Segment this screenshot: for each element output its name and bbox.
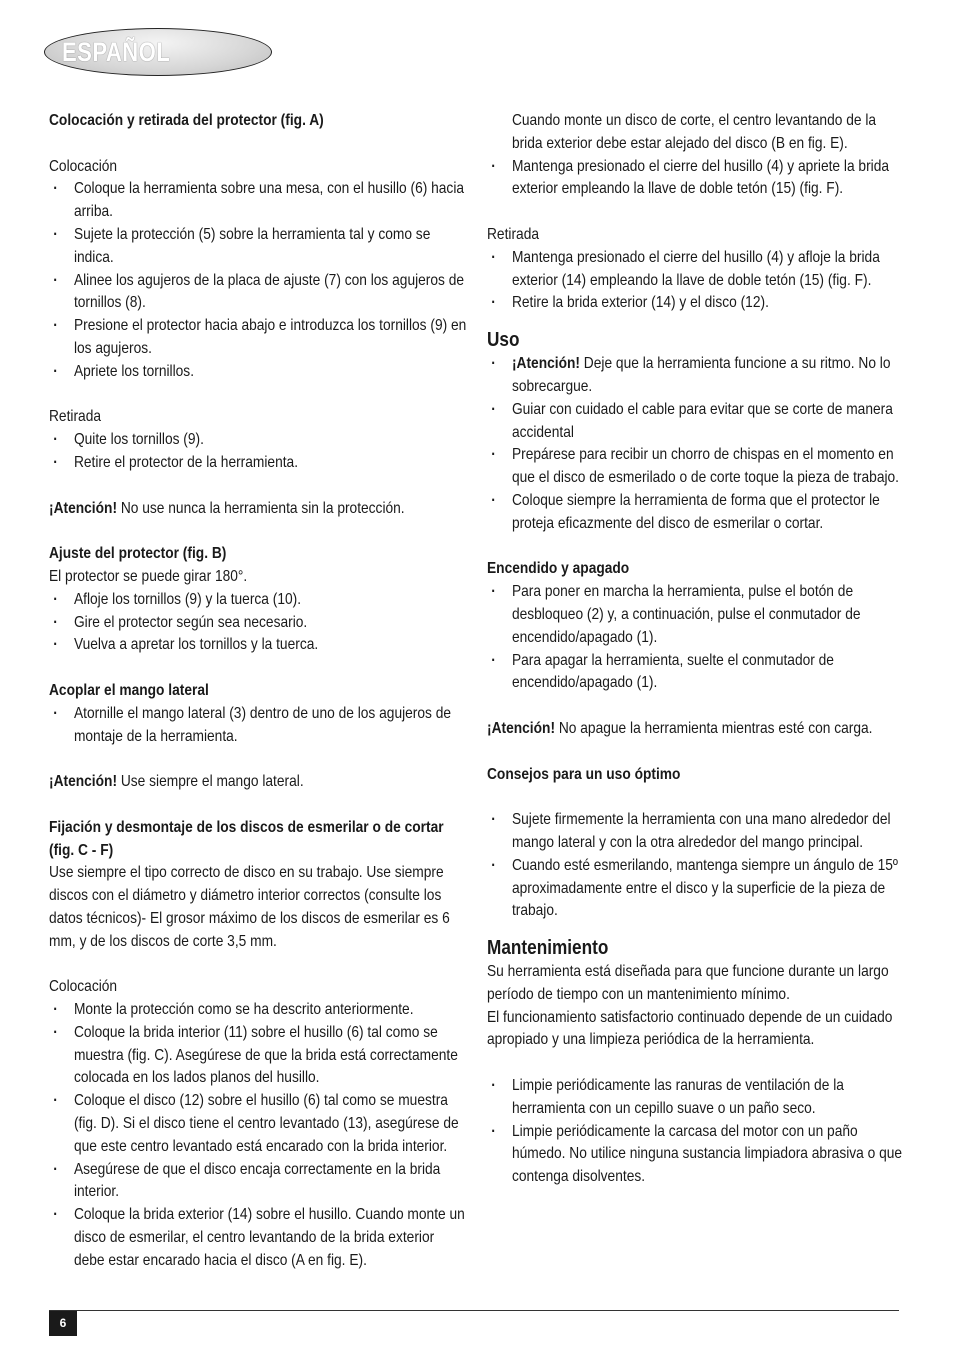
- list-item: [487, 353, 906, 399]
- continued-list: [487, 156, 906, 202]
- continued-text: Cuando monte un disco de corte, el centro levantando de la brida exterior debe estar alejado del disco (B en fig. E).: [511, 112, 877, 152]
- list-item: · Coloque la brida exterior (14) sobre el husillo. Cuando monte un disco de esmerilar, el centro levantando de la brida exterior debe estar encarado hacia el disco (A en fig. E).: [49, 1204, 468, 1272]
- section-title-discs: Fijación y desmontaje de los discos de esmerilar o de cortar (fig. C - F): [49, 818, 444, 859]
- list-item: · Coloque el disco (12) sobre el husillo (6) tal como se muestra (fig. D). Si el disco tiene el centro levantado (13), asegúrese de que este centro levantado está encarado con la brida interior.: [49, 1090, 468, 1158]
- warning-text: No apague la herramienta mientras esté con carga.: [555, 719, 873, 737]
- warning-label: ¡Atención!: [49, 773, 118, 791]
- warning-text: No use nunca la herramienta sin la protección.: [117, 499, 405, 517]
- warning-label: ¡Atención!: [487, 719, 556, 737]
- list-item: · Sujete firmemente la herramienta con una mano alrededor del mango lateral y con la otra alrededor del mango principal.: [487, 809, 906, 855]
- warning-guard: [49, 498, 468, 521]
- list-item: · Mantenga presionado el cierre del husillo (4) y afloje la brida exterior (14) empleando la llave de doble tetón (15) (fig. F).: [487, 247, 906, 293]
- discs-fit-list: [49, 999, 468, 1273]
- subheading-colocacion: Colocación: [49, 157, 118, 175]
- left-column: [49, 110, 469, 1273]
- list-item: · Monte la protección como se ha descrito anteriormente.: [49, 999, 468, 1022]
- list-item: · Atornille el mango lateral (3) dentro de uno de los agujeros de montaje de la herramienta.: [49, 703, 468, 749]
- discs-intro: Use siempre el tipo correcto de disco en su trabajo. Use siempre discos con el diámetro y diámetro interior correctos (consulte los datos técnicos)- El grosor máximo de los discos de esmerilar es 6 mm, y de los discos de corte 3,5 mm.: [49, 864, 450, 950]
- section-title-tips: Consejos para un uso óptimo: [487, 765, 681, 783]
- guard-fit-list: [49, 178, 468, 383]
- onoff-list: [487, 581, 906, 695]
- list-item: · Retire la brida exterior (14) y el disco (12).: [487, 292, 906, 315]
- list-item: · Prepárese para recibir un chorro de chispas en el momento en que el disco de esmerilado o de corte toque la pieza de trabajo.: [487, 444, 906, 490]
- list-item: · Gire el protector según sea necesario.: [49, 612, 468, 635]
- list-item: · Retire el protector de la herramienta.: [49, 452, 468, 475]
- list-item: · Para apagar la herramienta, suelte el conmutador de encendido/apagado (1).: [487, 650, 906, 696]
- list-item: · Vuelva a apretar los tornillos y la tuerca.: [49, 634, 468, 657]
- list-item: · Limpie periódicamente la carcasa del motor con un paño húmedo. No utilice ninguna sustancia limpiadora abrasiva o que contenga disolventes.: [487, 1121, 906, 1189]
- discs-remove-list: [487, 247, 906, 315]
- guard-remove-list: [49, 429, 468, 475]
- subheading-colocacion: Colocación: [49, 978, 118, 996]
- section-title-maintenance: Mantenimiento: [487, 937, 609, 960]
- subheading-retirada: Retirada: [49, 408, 102, 426]
- adjust-intro: El protector se puede girar 180°.: [49, 567, 248, 585]
- warning-text: Deje que la herramienta funcione a su ritmo. No lo sobrecargue.: [511, 355, 891, 395]
- list-item: · Coloque la brida interior (11) sobre el husillo (6) tal como se muestra (fig. C). Asegúrese de que la brida está correctamente colocada en los lados planos del husillo.: [49, 1022, 468, 1090]
- list-item: · Coloque siempre la herramienta de forma que el protector le proteja eficazmente del disco de esmerilar o cortar.: [487, 490, 906, 536]
- language-label: ESPAÑOL: [62, 37, 171, 67]
- tips-list: [487, 809, 906, 923]
- list-item: · Afloje los tornillos (9) y la tuerca (10).: [49, 589, 468, 612]
- section-title-uso: Uso: [487, 329, 520, 352]
- warning-load: [487, 718, 906, 741]
- uso-list: [487, 353, 906, 535]
- side-handle-list: [49, 703, 468, 749]
- list-item: · Sujete la protección (5) sobre la herramienta tal y como se indica.: [49, 224, 468, 270]
- list-item: · Asegúrese de que el disco encaja correctamente en la brida interior.: [49, 1159, 468, 1205]
- section-title-onoff: Encendido y apagado: [487, 560, 630, 578]
- right-column: [487, 110, 907, 1189]
- list-item: · Quite los tornillos (9).: [49, 429, 468, 452]
- list-item: · Coloque la herramienta sobre una mesa, con el husillo (6) hacia arriba.: [49, 178, 468, 224]
- list-item: · Mantenga presionado el cierre del husillo (4) y apriete la brida exterior empleando la llave de doble tetón (15) (fig. F).: [487, 156, 906, 202]
- warning-label: ¡Atención!: [511, 355, 580, 373]
- section-title-side-handle: Acoplar el mango lateral: [49, 681, 209, 699]
- section-title-adjust: Ajuste del protector (fig. B): [49, 545, 227, 563]
- maintenance-intro-2: El funcionamiento satisfactorio continuado depende de un cuidado apropiado y una limpieza periódica de la herramienta.: [487, 1008, 893, 1049]
- list-item: · Para poner en marcha la herramienta, pulse el botón de desbloqueo (2) y, a continuación, pulse el conmutador de encendido/apagado (1).: [487, 581, 906, 649]
- section-title-guard: Colocación y retirada del protector (fig. A): [49, 112, 324, 129]
- maintenance-intro: Su herramienta está diseñada para que funcione durante un largo período de tiempo con un mantenimiento mínimo.: [487, 963, 889, 1003]
- adjust-list: [49, 589, 468, 657]
- list-item: · Cuando esté esmerilando, mantenga siempre un ángulo de 15º aproximadamente entre el disco y la superficie de la pieza de trabajo.: [487, 855, 906, 923]
- list-item: · Apriete los tornillos.: [49, 361, 468, 384]
- list-item: · Guiar con cuidado el cable para evitar que se corte de manera accidental: [487, 399, 906, 445]
- footer-divider: [49, 1310, 899, 1311]
- maintenance-list: [487, 1075, 906, 1189]
- warning-text: Use siempre el mango lateral.: [117, 773, 304, 791]
- subheading-retirada: Retirada: [487, 225, 540, 243]
- page-number: 6: [49, 1311, 77, 1336]
- list-item: · Presione el protector hacia abajo e introduzca los tornillos (9) en los agujeros.: [49, 315, 468, 361]
- warning-label: ¡Atención!: [49, 499, 118, 517]
- warning-side-handle: [49, 771, 468, 794]
- list-item: · Alinee los agujeros de la placa de ajuste (7) con los agujeros de tornillos (8).: [49, 270, 468, 316]
- list-item: · Limpie periódicamente las ranuras de ventilación de la herramienta con un cepillo suave o un paño seco.: [487, 1075, 906, 1121]
